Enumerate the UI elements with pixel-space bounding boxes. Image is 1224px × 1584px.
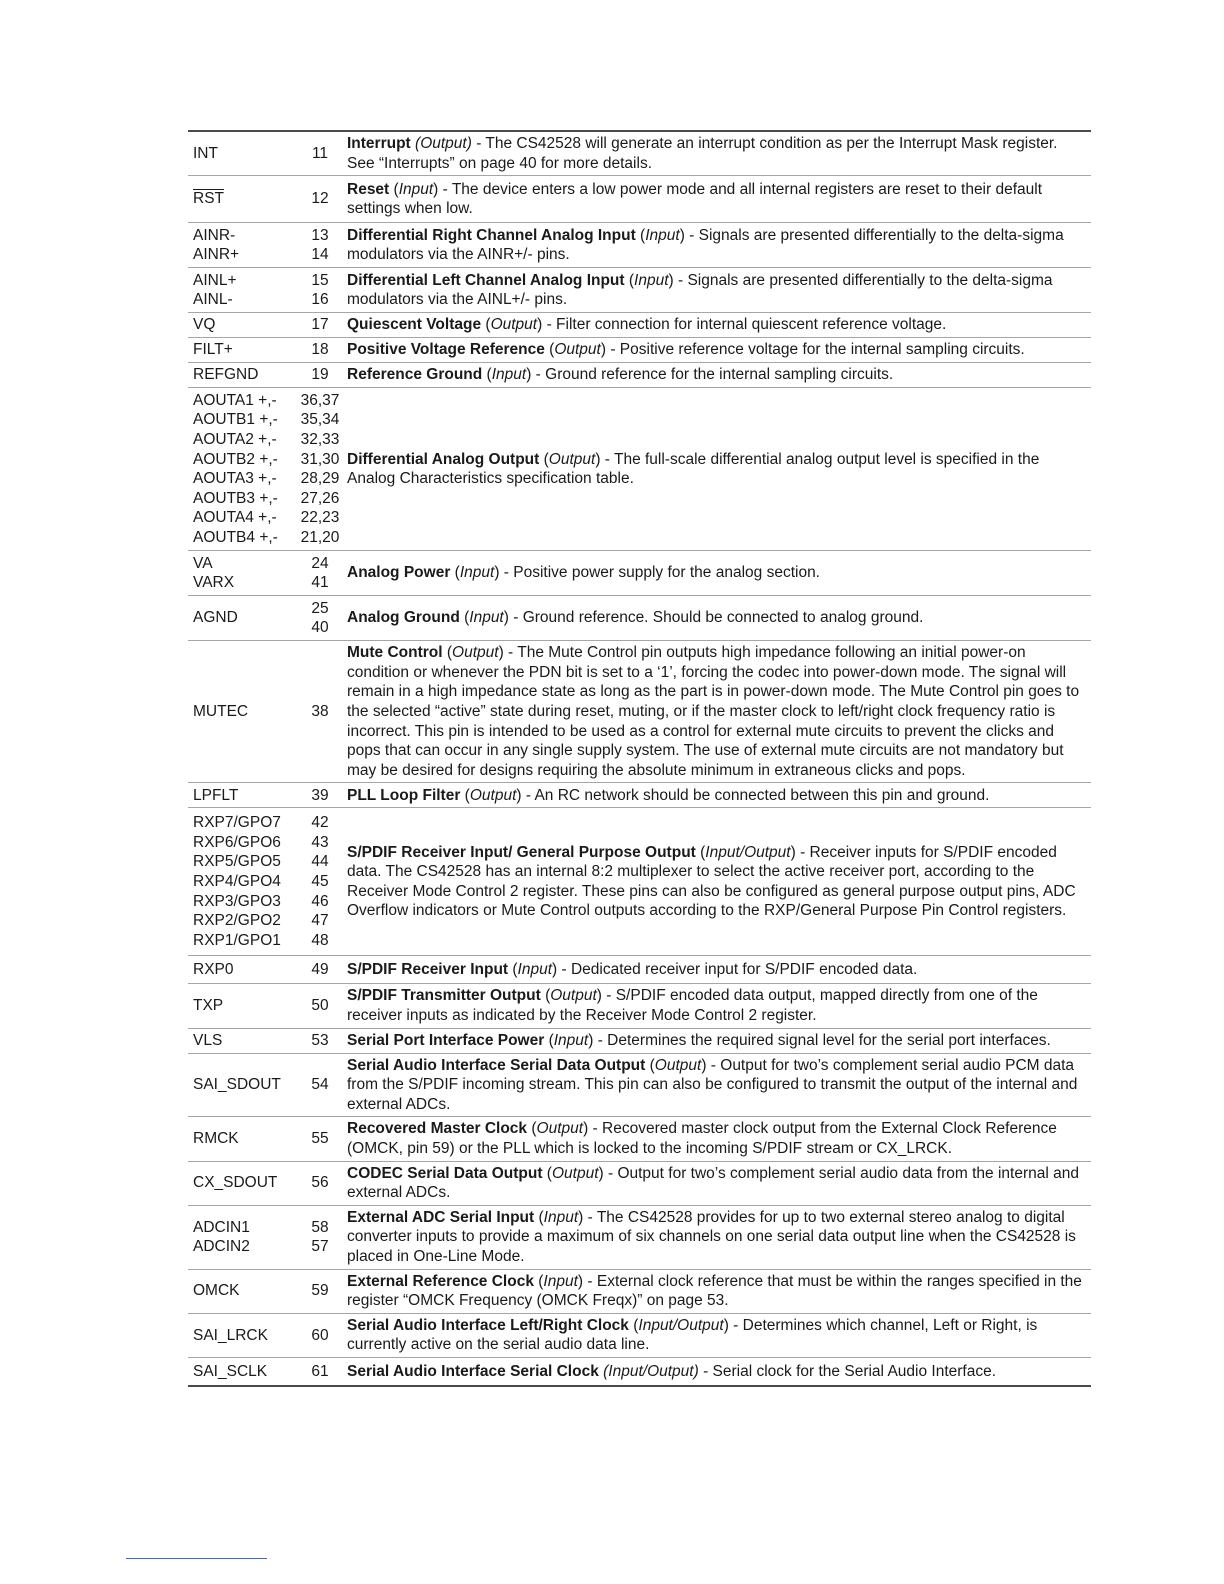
pin-function-title: S/PDIF Receiver Input bbox=[347, 961, 509, 979]
pin-name bbox=[188, 388, 300, 551]
pin-name bbox=[188, 268, 300, 313]
pin-number: 49 bbox=[300, 956, 340, 984]
pin-row bbox=[188, 1313, 1091, 1357]
pin-direction: Input bbox=[634, 271, 669, 289]
pin-name-text: SAI_LRCK bbox=[193, 1326, 268, 1344]
pin-row bbox=[188, 1117, 1091, 1161]
pin-name-text: REFGND bbox=[193, 366, 259, 384]
pin-function-title: Serial Audio Interface Serial Data Output bbox=[347, 1056, 646, 1074]
pin-function-title: Serial Audio Interface Left/Right Clock bbox=[347, 1316, 629, 1334]
pin-description-text: - Serial clock for the Serial Audio Interface. bbox=[698, 1362, 997, 1380]
pin-name bbox=[188, 1117, 300, 1161]
pin-direction: Output bbox=[490, 316, 538, 334]
pin-number: 15 16 bbox=[300, 268, 340, 313]
pin-name bbox=[188, 1028, 300, 1053]
pin-name bbox=[188, 1313, 300, 1357]
pin-name bbox=[188, 956, 300, 984]
pin-direction: Input/Output bbox=[638, 1316, 724, 1334]
pin-description-text: - Output for two’s complement serial audio data from the internal and external ADCs. bbox=[347, 1164, 1079, 1202]
pin-description: S/PDIF Transmitter Output (Output) - S/PDIF encoded data output, mapped directly from one of the receiver inputs as indicated by the Receiver Mode Control 2 register. bbox=[340, 984, 1091, 1028]
pin-name bbox=[188, 1053, 300, 1117]
pin-number: 56 bbox=[300, 1161, 340, 1205]
pin-description-text: - The Mute Control pin outputs high impedance following an initial power-on condition or whenever the PDN bit is set to a ‘1’, forcing the codec into power-down mode. The signal will remain in a high impedance state as long as the part is in power-down mode. The Mute Control pin goes to the selected “active” state during reset, muting, or if the master clock to left/right clock frequency ratio is incorrect. This pin is intended to be used as a control for external mute circuits to prevent the clicks and pops that can occur in any single supply system. The use of external mute circuits are not mandatory but may be desired for designs requiring the absolute minimum in extraneous clicks and pops. bbox=[347, 644, 1080, 779]
pin-number: 18 bbox=[300, 338, 340, 363]
pin-function-title: Differential Left Channel Analog Input bbox=[347, 271, 625, 289]
pin-description-text: - The device enters a low power mode and all internal registers are reset to their default settings when low. bbox=[347, 180, 1043, 218]
pin-function-title: Interrupt bbox=[347, 135, 411, 152]
pin-row bbox=[188, 1205, 1091, 1269]
pin-direction: Input bbox=[543, 1208, 579, 1226]
pin-name bbox=[188, 1205, 300, 1269]
pin-description: Differential Left Channel Analog Input (Input) - Signals are presented differentially to the delta-sigma modulators via the AINL+/- pins. bbox=[340, 268, 1091, 313]
pin-row bbox=[188, 313, 1091, 338]
pin-number: 60 bbox=[300, 1313, 340, 1357]
pin-number: 50 bbox=[300, 984, 340, 1028]
pin-row bbox=[188, 223, 1091, 268]
pin-description: External Reference Clock (Input) - External clock reference that must be within the ranges specified in the register “OMCK Frequency (OMCK Freqx)” on page 53. bbox=[340, 1269, 1091, 1313]
pin-name bbox=[188, 338, 300, 363]
pin-number: 42 43 44 45 46 47 48 bbox=[300, 808, 340, 956]
pin-name-text: AGND bbox=[193, 609, 238, 627]
pin-name bbox=[188, 808, 300, 956]
pin-function-title: Recovered Master Clock bbox=[347, 1120, 528, 1138]
pin-description: S/PDIF Receiver Input (Input) - Dedicated receiver input for S/PDIF encoded data. bbox=[340, 956, 1091, 984]
pin-description-text: - The full-scale differential analog output level is specified in the Analog Characteristics specification table. bbox=[347, 450, 1040, 488]
pin-description: Serial Audio Interface Serial Data Output (Output) - Output for two’s complement serial audio PCM data from the S/PDIF incoming stream. This pin can also be configured to transmit the output of the internal and external ADCs. bbox=[340, 1053, 1091, 1117]
pin-description-text: - Ground reference. Should be connected to analog ground. bbox=[508, 609, 924, 627]
pin-name-text: AINR- AINR+ bbox=[193, 226, 240, 264]
pin-description: External ADC Serial Input (Input) - The CS42528 provides for up to two external stereo analog to digital converter inputs to provide a maximum of six channels on one serial data output line when the CS42528 is placed in One-Line Mode. bbox=[340, 1205, 1091, 1269]
pin-name-text: SAI_SDOUT bbox=[193, 1076, 281, 1094]
pin-direction: Input bbox=[553, 1031, 589, 1049]
pin-row bbox=[188, 1358, 1091, 1386]
pin-number: 25 40 bbox=[300, 596, 340, 641]
pin-description-text: - Positive power supply for the analog section. bbox=[499, 564, 820, 582]
pin-direction: Input bbox=[398, 180, 434, 198]
pin-function-title: Reference Ground bbox=[347, 366, 483, 384]
pin-description: S/PDIF Receiver Input/ General Purpose Output (Input/Output) - Receiver inputs for S/PDIF encoded data. The CS42528 has an internal 8:2 multiplexer to select the active receiver port, according to the Receiver Mode Control 2 register. These pins can also be configured as general purpose output pins, ADC Overflow indicators or Mute Control outputs according to the RXP/General Purpose Pin Control registers. bbox=[340, 808, 1091, 956]
pin-row bbox=[188, 1053, 1091, 1117]
pin-name-text: TXP bbox=[193, 997, 224, 1015]
pin-description: Mute Control (Output) - The Mute Control pin outputs high impedance following an initial power-on condition or whenever the PDN bit is set to a ‘1’, forcing the codec into power-down mode. The signal will remain in a high impedance state as long as the part is in power-down mode. The Mute Control pin goes to the selected “active” state during reset, muting, or if the master clock to left/right clock frequency ratio is incorrect. This pin is intended to be used as a control for external mute circuits to prevent the clicks and pops that can occur in any single supply system. The use of external mute circuits are not mandatory but may be desired for designs requiring the absolute minimum in extraneous clicks and pops. bbox=[340, 641, 1091, 783]
pin-description: Analog Power (Input) - Positive power supply for the analog section. bbox=[340, 551, 1091, 596]
pin-number: 24 41 bbox=[300, 551, 340, 596]
pin-direction: Input/Output bbox=[705, 843, 791, 861]
pin-name bbox=[188, 984, 300, 1028]
pin-function-title: Serial Port Interface Power bbox=[347, 1031, 545, 1049]
pin-description-text: - An RC network should be connected between this pin and ground. bbox=[521, 786, 990, 804]
pin-function-title: Quiescent Voltage bbox=[347, 316, 482, 334]
pin-row bbox=[188, 131, 1091, 176]
pin-name bbox=[188, 783, 300, 808]
pin-row bbox=[188, 808, 1091, 956]
pin-row bbox=[188, 984, 1091, 1028]
pin-number: 38 bbox=[300, 641, 340, 783]
pin-direction: Input bbox=[517, 961, 553, 979]
pin-name-text: AOUTA1 +,- AOUTB1 +,- AOUTA2 +,- AOUTB2 +,- AOUTA3 +,- AOUTB3 +,- AOUTA4 +,- AOUTB4 +,- bbox=[193, 391, 278, 546]
pin-description: Serial Port Interface Power (Input) - Determines the required signal level for the serial port interfaces. bbox=[340, 1028, 1091, 1053]
pin-name bbox=[188, 176, 300, 223]
pin-description: PLL Loop Filter (Output) - An RC network should be connected between this pin and ground. bbox=[340, 783, 1091, 808]
pin-function-title: Differential Right Channel Analog Input bbox=[347, 226, 636, 244]
pin-description: Reset (Input) - The device enters a low power mode and all internal registers are reset to their default settings when low. bbox=[340, 176, 1091, 223]
pin-number: 54 bbox=[300, 1053, 340, 1117]
pin-name-text: VQ bbox=[193, 316, 216, 334]
pin-function-title: Analog Ground bbox=[347, 609, 460, 627]
pin-name-text: RXP0 bbox=[193, 961, 234, 979]
pin-function-title: S/PDIF Receiver Input/ General Purpose Output bbox=[347, 843, 696, 861]
pin-description-text: - Signals are presented differentially to the delta-sigma modulators via the AINL+/- pins. bbox=[347, 271, 1053, 309]
pin-direction: Input/Output bbox=[608, 1362, 694, 1380]
pin-direction: Output bbox=[554, 341, 601, 359]
pin-description-text: - Signals are presented differentially to the delta-sigma modulators via the AINR+/- pins. bbox=[347, 226, 1064, 264]
pin-number: 17 bbox=[300, 313, 340, 338]
pin-name bbox=[188, 551, 300, 596]
pin-name-text: $\overline{RST}$ bbox=[193, 190, 224, 208]
pin-description-text: - S/PDIF encoded data output, mapped directly from one of the receiver inputs as indicated by the Receiver Mode Control 2 register. bbox=[347, 987, 1038, 1024]
pin-description: Differential Right Channel Analog Input (Input) - Signals are presented differentially to the delta-sigma modulators via the AINR+/- pins. bbox=[340, 223, 1091, 268]
pin-table-body bbox=[188, 131, 1091, 1386]
pin-description: Recovered Master Clock (Output) - Recovered master clock output from the External Clock Reference (OMCK, pin 59) or the PLL which is locked to the incoming S/PDIF stream or CX_LRCK. bbox=[340, 1117, 1091, 1161]
pin-number: 13 14 bbox=[300, 223, 340, 268]
pin-number: 59 bbox=[300, 1269, 340, 1313]
pin-direction: Output bbox=[536, 1120, 584, 1138]
pin-description-text: - Recovered master clock output from the External Clock Reference (OMCK, pin 59) or the PLL which is locked to the incoming S/PDIF stream or CX_LRCK. bbox=[347, 1120, 1057, 1157]
pin-row bbox=[188, 783, 1091, 808]
pin-description: Serial Audio Interface Serial Clock (Input/Output) - Serial clock for the Serial Audio Interface. bbox=[340, 1358, 1091, 1386]
pin-description-text: - External clock reference that must be within the ranges specified in the register “OMCK Frequency (OMCK Freqx)” on page 53. bbox=[347, 1272, 1082, 1310]
pin-number: 55 bbox=[300, 1117, 340, 1161]
pin-direction: Output bbox=[548, 450, 596, 468]
pin-direction: Input bbox=[459, 564, 495, 582]
pin-description-text: - The CS42528 provides for up to two external stereo analog to digital converter inputs to provide a maximum of six channels on one serial data output line when the CS42528 is placed in One-Line Mode. bbox=[347, 1208, 1076, 1265]
pin-direction: Input bbox=[491, 366, 527, 384]
pin-direction: Output bbox=[550, 987, 597, 1005]
pin-row bbox=[188, 956, 1091, 984]
pin-number: 58 57 bbox=[300, 1205, 340, 1269]
pin-function-title: S/PDIF Transmitter Output bbox=[347, 987, 541, 1005]
pin-number: 11 bbox=[300, 131, 340, 176]
pin-direction: Output bbox=[654, 1056, 702, 1074]
pin-number: 12 bbox=[300, 176, 340, 223]
pin-direction: Output bbox=[469, 786, 517, 804]
footnote-separator bbox=[126, 1558, 267, 1559]
pin-description: Positive Voltage Reference (Output) - Positive reference voltage for the internal sampling circuits. bbox=[340, 338, 1091, 363]
pin-number: 53 bbox=[300, 1028, 340, 1053]
pin-description-text: - Ground reference for the internal sampling circuits. bbox=[531, 366, 894, 384]
pin-name bbox=[188, 223, 300, 268]
pin-name-text: LPFLT bbox=[193, 786, 239, 804]
pin-name bbox=[188, 1358, 300, 1386]
pin-description-table bbox=[188, 130, 1091, 1387]
pin-name-text: VLS bbox=[193, 1031, 223, 1049]
pin-description-text: - Output for two’s complement serial audio PCM data from the S/PDIF incoming stream. This pin can also be configured to transmit the output of the internal and external ADCs. bbox=[347, 1056, 1078, 1113]
pin-row bbox=[188, 363, 1091, 388]
pin-row bbox=[188, 1269, 1091, 1313]
pin-row bbox=[188, 176, 1091, 223]
pin-function-title: External Reference Clock bbox=[347, 1272, 534, 1290]
pin-description-text: - Determines the required signal level for the serial port interfaces. bbox=[593, 1031, 1051, 1049]
pin-name-text: RXP7/GPO7 RXP6/GPO6 RXP5/GPO5 RXP4/GPO4 RXP3/GPO3 RXP2/GPO2 RXP1/GPO1 bbox=[193, 814, 281, 949]
pin-name-text: AINL+ AINL- bbox=[193, 271, 237, 309]
pin-description: Interrupt (Output) - The CS42528 will generate an interrupt condition as per the Interrupt Mask register. See “Interrupts” on page 40 for more details. bbox=[340, 131, 1091, 176]
pin-name-text: OMCK bbox=[193, 1282, 240, 1300]
pin-number: 19 bbox=[300, 363, 340, 388]
pin-direction: Input bbox=[543, 1272, 578, 1290]
pin-description-text: - Receiver inputs for S/PDIF encoded data. The CS42528 has an internal 8:2 multiplexer to select the active receiver port, according to the Receiver Mode Control 2 register. These pins can also be configured as general purpose output pins, ADC Overflow indicators or Mute Control outputs according to the RXP/General Purpose Pin Control registers. bbox=[347, 843, 1076, 920]
pin-function-title: Reset bbox=[347, 180, 390, 198]
pin-function-title: Serial Audio Interface Serial Clock bbox=[347, 1362, 599, 1380]
pin-description: CODEC Serial Data Output (Output) - Output for two’s complement serial audio data from the internal and external ADCs. bbox=[340, 1161, 1091, 1205]
pin-name-text: CX_SDOUT bbox=[193, 1174, 278, 1192]
pin-function-title: CODEC Serial Data Output bbox=[347, 1164, 543, 1182]
pin-function-title: Analog Power bbox=[347, 564, 451, 582]
pin-name-text: MUTEC bbox=[193, 702, 249, 720]
pin-name-text: ADCIN1 ADCIN2 bbox=[193, 1218, 250, 1256]
pin-description-text: - Filter connection for internal quiescent reference voltage. bbox=[542, 316, 947, 334]
pin-name-text: VA VARX bbox=[193, 554, 235, 592]
pin-name-text: RMCK bbox=[193, 1130, 239, 1148]
pin-description: Differential Analog Output (Output) - The full-scale differential analog output level is specified in the Analog Characteristics specification table. bbox=[340, 388, 1091, 551]
pin-row bbox=[188, 268, 1091, 313]
pin-name bbox=[188, 1161, 300, 1205]
pin-row bbox=[188, 1028, 1091, 1053]
pin-name-text: FILT+ bbox=[193, 341, 233, 359]
pin-row bbox=[188, 551, 1091, 596]
pin-description: Analog Ground (Input) - Ground reference. Should be connected to analog ground. bbox=[340, 596, 1091, 641]
pin-row bbox=[188, 338, 1091, 363]
pin-description: Reference Ground (Input) - Ground reference for the internal sampling circuits. bbox=[340, 363, 1091, 388]
pin-function-title: External ADC Serial Input bbox=[347, 1208, 535, 1226]
pin-row bbox=[188, 388, 1091, 551]
pin-description-text: - Positive reference voltage for the internal sampling circuits. bbox=[606, 341, 1025, 359]
pin-direction: Output bbox=[551, 1164, 599, 1182]
pin-function-title: Differential Analog Output bbox=[347, 450, 540, 468]
pin-description: Serial Audio Interface Left/Right Clock (Input/Output) - Determines which channel, Left or Right, is currently active on the serial audio data line. bbox=[340, 1313, 1091, 1357]
pin-description: Quiescent Voltage (Output) - Filter connection for internal quiescent reference voltage. bbox=[340, 313, 1091, 338]
pin-row bbox=[188, 1161, 1091, 1205]
pin-name bbox=[188, 313, 300, 338]
pin-function-title: Mute Control bbox=[347, 644, 443, 662]
pin-direction: Input bbox=[469, 609, 504, 627]
pin-name bbox=[188, 363, 300, 388]
pin-number: 61 bbox=[300, 1358, 340, 1386]
pin-direction: Output bbox=[452, 644, 499, 662]
pin-name bbox=[188, 596, 300, 641]
pin-row bbox=[188, 641, 1091, 783]
pin-name bbox=[188, 1269, 300, 1313]
pin-direction: Output bbox=[420, 135, 467, 152]
pin-description-text: - The CS42528 will generate an interrupt condition as per the Interrupt Mask register. See “Interrupts” on page 40 for more details. bbox=[347, 135, 1058, 172]
pin-name-text: INT bbox=[193, 144, 218, 162]
pin-name bbox=[188, 641, 300, 783]
pin-row bbox=[188, 596, 1091, 641]
pin-number: 39 bbox=[300, 783, 340, 808]
pin-function-title: Positive Voltage Reference bbox=[347, 341, 545, 359]
pin-number: 36,37 35,34 32,33 31,30 28,29 27,26 22,23 21,20 bbox=[300, 388, 340, 551]
pin-description-text: - Determines which channel, Left or Right, is currently active on the serial audio data line. bbox=[347, 1316, 1038, 1354]
pin-description-text: - Dedicated receiver input for S/PDIF encoded data. bbox=[557, 961, 918, 979]
pin-name bbox=[188, 131, 300, 176]
pin-name-text: SAI_SCLK bbox=[193, 1362, 268, 1380]
pin-direction: Input bbox=[645, 226, 680, 244]
pin-function-title: PLL Loop Filter bbox=[347, 786, 461, 804]
